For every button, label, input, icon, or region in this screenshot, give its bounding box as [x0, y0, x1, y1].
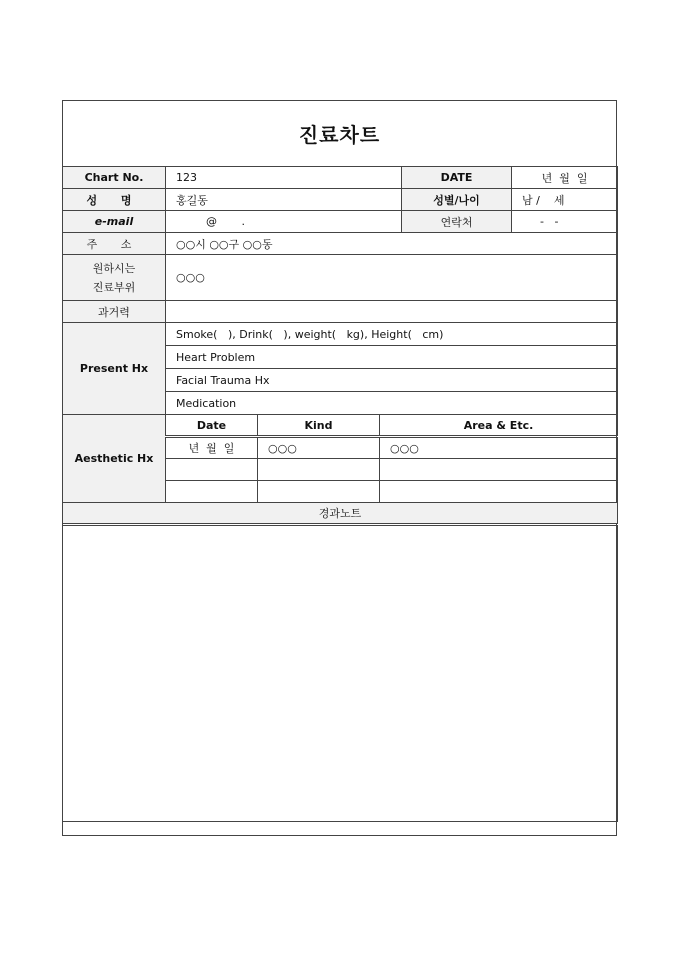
email-value[interactable]: @ . [166, 211, 402, 233]
progress-notes-label: 경과노트 [63, 503, 618, 525]
desired-area-label [63, 255, 166, 301]
aesthetic-kind-cell[interactable] [258, 459, 380, 481]
address-label: 주 소 [63, 233, 166, 255]
desired-area-label-line1: 원하시는 [92, 261, 136, 275]
name-label: 성 명 [63, 189, 166, 211]
present-hx-item[interactable]: Smoke( ), Drink( ), weight( kg), Height( cm) [166, 323, 618, 346]
present-hx-label: Present Hx [63, 323, 166, 415]
chart-no-value[interactable]: 123 [166, 167, 402, 189]
aesthetic-date-cell[interactable]: 년 월 일 [166, 437, 258, 459]
email-label: e-mail [63, 211, 166, 233]
aesthetic-area-cell[interactable] [380, 459, 618, 481]
aesthetic-area-header: Area & Etc. [380, 415, 618, 437]
aesthetic-hx-label: Aesthetic Hx [63, 415, 166, 503]
aesthetic-kind-header: Kind [258, 415, 380, 437]
chart-no-label: Chart No. [63, 167, 166, 189]
present-hx-item[interactable]: Heart Problem [166, 346, 618, 369]
sex-age-label: 성별/나이 [402, 189, 512, 211]
aesthetic-kind-cell[interactable] [258, 481, 380, 503]
chart-table [62, 166, 618, 822]
date-label: DATE [402, 167, 512, 189]
sex-age-value[interactable]: 남 / 세 [512, 189, 618, 211]
desired-area-label-line2: 진료부위 [92, 280, 136, 294]
aesthetic-date-cell[interactable] [166, 459, 258, 481]
aesthetic-kind-cell[interactable]: ○○○ [258, 437, 380, 459]
past-history-value[interactable] [166, 301, 618, 323]
contact-label: 연락처 [402, 211, 512, 233]
aesthetic-date-cell[interactable] [166, 481, 258, 503]
contact-value[interactable]: - - [512, 211, 618, 233]
date-value[interactable]: 년 월 일 [512, 167, 618, 189]
name-value[interactable]: 홍길동 [166, 189, 402, 211]
present-hx-item[interactable]: Medication [166, 392, 618, 415]
progress-notes-area[interactable] [63, 525, 618, 822]
aesthetic-date-header: Date [166, 415, 258, 437]
present-hx-item[interactable]: Facial Trauma Hx [166, 369, 618, 392]
aesthetic-area-cell[interactable]: ○○○ [380, 437, 618, 459]
medical-chart-form [62, 100, 617, 836]
desired-area-value[interactable]: ○○○ [166, 255, 618, 301]
page-title: 진료차트 [298, 123, 381, 147]
address-value[interactable]: ○○시 ○○구 ○○동 [166, 233, 618, 255]
aesthetic-area-cell[interactable] [380, 481, 618, 503]
past-history-label: 과거력 [63, 301, 166, 323]
